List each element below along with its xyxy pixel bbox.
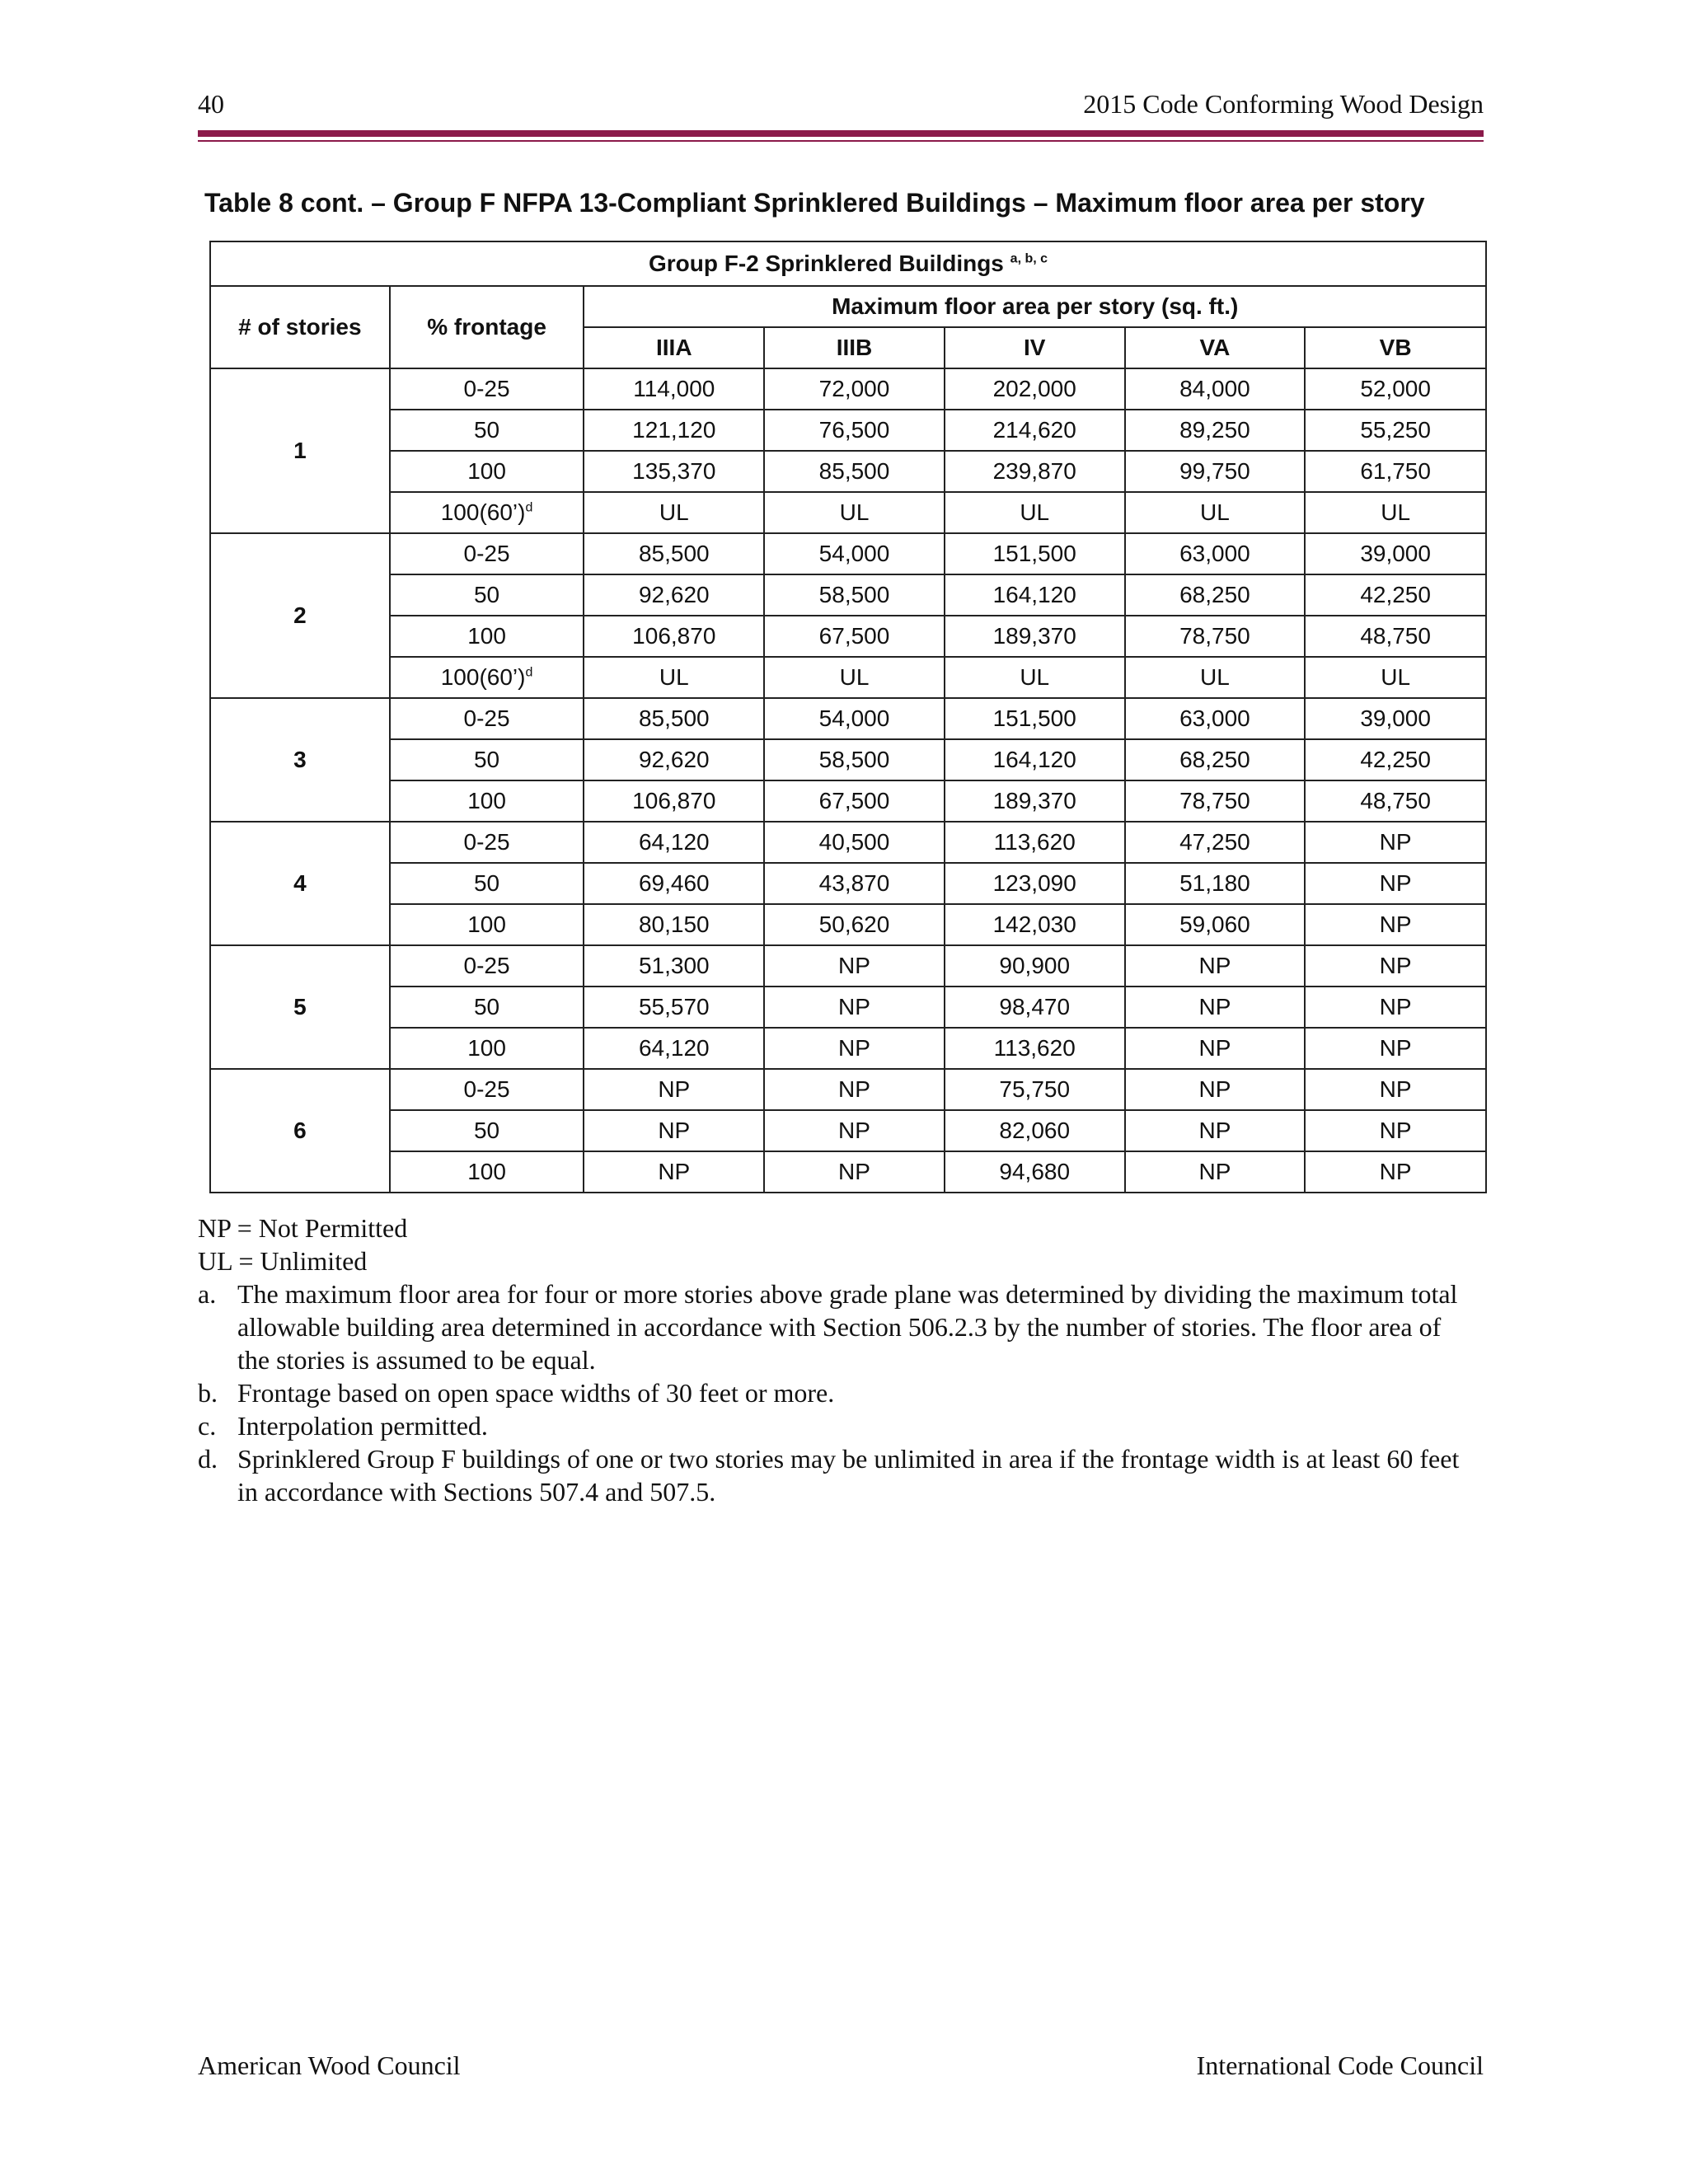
table-row (210, 368, 1486, 410)
area-value-cell: 69,460 (584, 863, 764, 904)
frontage-text: 100(60’) (440, 664, 526, 690)
frontage-cell (390, 863, 584, 904)
floor-area-table (209, 241, 1487, 1193)
footnote-item (198, 1376, 1467, 1409)
area-value-cell: 67,500 (764, 616, 945, 657)
footnote-text: Interpolation permitted. (237, 1411, 488, 1441)
area-value-cell: 43,870 (764, 863, 945, 904)
area-value-cell: 68,250 (1125, 739, 1306, 780)
frontage-cell (390, 1028, 584, 1069)
area-value-cell: NP (1125, 1110, 1306, 1151)
area-value-cell: 99,750 (1125, 451, 1306, 492)
area-value-cell: 85,500 (584, 698, 764, 739)
area-value-cell: 98,470 (945, 987, 1125, 1028)
area-value-cell: 106,870 (584, 616, 764, 657)
col-header-type: IIIB (764, 327, 945, 368)
table-row (210, 739, 1486, 780)
footnote-item (198, 1277, 1467, 1376)
area-value-cell: NP (764, 1069, 945, 1110)
area-value-cell: 39,000 (1305, 698, 1486, 739)
area-value-cell: NP (1305, 987, 1486, 1028)
frontage-text: 100 (467, 1035, 506, 1061)
area-value-cell: UL (584, 492, 764, 533)
header-rule-thick (198, 130, 1484, 137)
frontage-footnote: d (525, 665, 533, 680)
table-row (210, 863, 1486, 904)
table-row (210, 1028, 1486, 1069)
col-header-type: VA (1125, 327, 1306, 368)
area-value-cell: 92,620 (584, 574, 764, 616)
table-row (210, 987, 1486, 1028)
area-value-cell: NP (1305, 904, 1486, 945)
stories-cell: 4 (210, 822, 390, 945)
area-value-cell: NP (764, 987, 945, 1028)
area-value-cell: NP (764, 1110, 945, 1151)
table-row (210, 533, 1486, 574)
area-value-cell: 59,060 (1125, 904, 1306, 945)
stories-cell: 5 (210, 945, 390, 1069)
frontage-cell (390, 451, 584, 492)
area-value-cell: NP (1305, 945, 1486, 987)
table-row (210, 904, 1486, 945)
frontage-cell (390, 904, 584, 945)
area-value-cell: UL (1305, 657, 1486, 698)
table-row (210, 492, 1486, 533)
stories-cell: 2 (210, 533, 390, 698)
col-header-max-area: Maximum floor area per story (sq. ft.) (584, 286, 1486, 327)
frontage-cell (390, 368, 584, 410)
area-value-cell: 48,750 (1305, 616, 1486, 657)
frontage-text: 0-25 (463, 541, 510, 566)
area-value-cell: 51,180 (1125, 863, 1306, 904)
area-value-cell: 63,000 (1125, 698, 1306, 739)
table-row (210, 698, 1486, 739)
area-value-cell: NP (1125, 987, 1306, 1028)
area-value-cell: NP (764, 1151, 945, 1193)
area-value-cell: 123,090 (945, 863, 1125, 904)
frontage-text: 50 (473, 870, 500, 896)
area-value-cell: UL (584, 657, 764, 698)
area-value-cell: UL (1125, 492, 1306, 533)
area-value-cell: 72,000 (764, 368, 945, 410)
frontage-cell (390, 1069, 584, 1110)
table-notes (198, 1212, 1467, 1508)
area-value-cell: 47,250 (1125, 822, 1306, 863)
frontage-text: 50 (473, 1118, 500, 1143)
area-value-cell: 64,120 (584, 1028, 764, 1069)
footnote-letter: b. (198, 1378, 218, 1408)
col-header-type: IIIA (584, 327, 764, 368)
footnote-list (198, 1277, 1467, 1508)
area-value-cell: 114,000 (584, 368, 764, 410)
area-value-cell: 51,300 (584, 945, 764, 987)
area-value-cell: UL (764, 657, 945, 698)
frontage-text: 100 (467, 623, 506, 649)
table-row (210, 945, 1486, 987)
group-heading (210, 241, 1486, 286)
frontage-cell (390, 822, 584, 863)
col-header-stories: # of stories (210, 286, 390, 368)
area-value-cell: 85,500 (584, 533, 764, 574)
area-value-cell: 90,900 (945, 945, 1125, 987)
area-value-cell: 40,500 (764, 822, 945, 863)
frontage-cell (390, 492, 584, 533)
footnote-letter: d. (198, 1444, 218, 1474)
area-value-cell: NP (764, 945, 945, 987)
frontage-cell (390, 533, 584, 574)
area-value-cell: 67,500 (764, 780, 945, 822)
table-row (210, 657, 1486, 698)
area-value-cell: UL (945, 657, 1125, 698)
area-value-cell: 64,120 (584, 822, 764, 863)
area-value-cell: NP (764, 1028, 945, 1069)
frontage-text: 50 (473, 582, 500, 607)
footnote-letter: a. (198, 1279, 217, 1309)
area-value-cell: NP (1305, 1151, 1486, 1193)
frontage-cell (390, 739, 584, 780)
area-value-cell: 113,620 (945, 822, 1125, 863)
area-value-cell: 55,570 (584, 987, 764, 1028)
col-header-type: IV (945, 327, 1125, 368)
area-value-cell: 42,250 (1305, 739, 1486, 780)
frontage-cell (390, 698, 584, 739)
area-value-cell: NP (1305, 1110, 1486, 1151)
area-value-cell: NP (584, 1069, 764, 1110)
frontage-text: 50 (473, 747, 500, 772)
frontage-text: 100(60’) (440, 499, 526, 525)
area-value-cell: UL (1305, 492, 1486, 533)
frontage-cell (390, 780, 584, 822)
area-value-cell: NP (1305, 822, 1486, 863)
area-value-cell: 39,000 (1305, 533, 1486, 574)
area-value-cell: NP (1125, 1028, 1306, 1069)
frontage-cell (390, 410, 584, 451)
table-row (210, 1110, 1486, 1151)
frontage-text: 100 (467, 788, 506, 813)
footnote-item (198, 1409, 1467, 1442)
footnote-item (198, 1442, 1467, 1508)
area-value-cell: 58,500 (764, 574, 945, 616)
footnote-letter: c. (198, 1411, 217, 1441)
frontage-text: 0-25 (463, 829, 510, 855)
area-value-cell: 121,120 (584, 410, 764, 451)
footnote-text: Frontage based on open space widths of 30 feet or more. (237, 1378, 835, 1408)
col-header-type: VB (1305, 327, 1486, 368)
area-value-cell: 54,000 (764, 533, 945, 574)
stories-cell: 3 (210, 698, 390, 822)
running-title: 2015 Code Conforming Wood Design (1083, 89, 1484, 119)
frontage-cell (390, 616, 584, 657)
area-value-cell: 80,150 (584, 904, 764, 945)
group-heading-footnotes: a, b, c (1010, 251, 1048, 266)
area-value-cell: 52,000 (1305, 368, 1486, 410)
stories-cell: 1 (210, 368, 390, 533)
area-value-cell: 55,250 (1305, 410, 1486, 451)
note-np: NP = Not Permitted (198, 1213, 408, 1243)
area-value-cell: 189,370 (945, 780, 1125, 822)
frontage-cell (390, 1110, 584, 1151)
frontage-cell (390, 945, 584, 987)
table-row (210, 1069, 1486, 1110)
area-value-cell: NP (1305, 863, 1486, 904)
table-row (210, 410, 1486, 451)
area-value-cell: 135,370 (584, 451, 764, 492)
frontage-text: 0-25 (463, 953, 510, 978)
area-value-cell: 48,750 (1305, 780, 1486, 822)
frontage-text: 100 (467, 912, 506, 937)
stories-cell: 6 (210, 1069, 390, 1193)
area-value-cell: 214,620 (945, 410, 1125, 451)
area-value-cell: 189,370 (945, 616, 1125, 657)
area-value-cell: 82,060 (945, 1110, 1125, 1151)
area-value-cell: 42,250 (1305, 574, 1486, 616)
area-value-cell: 89,250 (1125, 410, 1306, 451)
note-ul: UL = Unlimited (198, 1246, 368, 1276)
area-value-cell: 76,500 (764, 410, 945, 451)
area-value-cell: 58,500 (764, 739, 945, 780)
col-header-frontage: % frontage (390, 286, 584, 368)
header-rule-thin (198, 140, 1484, 142)
area-value-cell: NP (1125, 1151, 1306, 1193)
table-title: Table 8 cont. – Group F NFPA 13-Compliant Sprinklered Buildings – Maximum floor area per story (204, 188, 1425, 218)
table-body (210, 368, 1486, 1193)
footer-left: American Wood Council (198, 2050, 461, 2080)
frontage-cell (390, 574, 584, 616)
area-value-cell: 85,500 (764, 451, 945, 492)
frontage-footnote: d (525, 500, 533, 515)
table-row (210, 822, 1486, 863)
frontage-text: 50 (473, 994, 500, 1019)
footnote-text: Sprinklered Group F buildings of one or two stories may be unlimited in area if the frontage width is at least 60 feet in accordance with Sections 507.4 and 507.5. (237, 1444, 1460, 1507)
footnote-text: The maximum floor area for four or more stories above grade plane was determined by dividing the maximum total allowable building area determined in accordance with Section 506.2.3 by the number of stories. The floor area of the stories is assumed to be equal. (237, 1279, 1458, 1375)
frontage-cell (390, 657, 584, 698)
table-row (210, 780, 1486, 822)
table-row (210, 451, 1486, 492)
area-value-cell: 84,000 (1125, 368, 1306, 410)
area-value-cell: 106,870 (584, 780, 764, 822)
frontage-text: 100 (467, 458, 506, 484)
area-value-cell: 50,620 (764, 904, 945, 945)
table-row (210, 574, 1486, 616)
area-value-cell: NP (584, 1110, 764, 1151)
page-number: 40 (198, 89, 224, 119)
area-value-cell: 75,750 (945, 1069, 1125, 1110)
area-value-cell: 164,120 (945, 574, 1125, 616)
area-value-cell: NP (584, 1151, 764, 1193)
area-value-cell: 151,500 (945, 533, 1125, 574)
footer-right: International Code Council (1196, 2050, 1484, 2080)
area-value-cell: 54,000 (764, 698, 945, 739)
area-value-cell: 142,030 (945, 904, 1125, 945)
frontage-cell (390, 1151, 584, 1193)
area-value-cell: NP (1305, 1069, 1486, 1110)
group-heading-text: Group F-2 Sprinklered Buildings (648, 251, 1004, 276)
area-value-cell: UL (945, 492, 1125, 533)
area-value-cell: 78,750 (1125, 616, 1306, 657)
area-value-cell: UL (764, 492, 945, 533)
frontage-text: 0-25 (463, 1076, 510, 1102)
area-value-cell: 151,500 (945, 698, 1125, 739)
area-value-cell: NP (1125, 1069, 1306, 1110)
area-value-cell: 164,120 (945, 739, 1125, 780)
area-value-cell: 94,680 (945, 1151, 1125, 1193)
table-row (210, 1151, 1486, 1193)
table-row (210, 616, 1486, 657)
area-value-cell: 63,000 (1125, 533, 1306, 574)
area-value-cell: 113,620 (945, 1028, 1125, 1069)
area-value-cell: 78,750 (1125, 780, 1306, 822)
frontage-text: 0-25 (463, 376, 510, 401)
area-value-cell: NP (1125, 945, 1306, 987)
area-value-cell: 239,870 (945, 451, 1125, 492)
area-value-cell: 92,620 (584, 739, 764, 780)
area-value-cell: 61,750 (1305, 451, 1486, 492)
area-value-cell: UL (1125, 657, 1306, 698)
frontage-cell (390, 987, 584, 1028)
area-value-cell: 68,250 (1125, 574, 1306, 616)
frontage-text: 100 (467, 1159, 506, 1184)
area-value-cell: NP (1305, 1028, 1486, 1069)
area-value-cell: 202,000 (945, 368, 1125, 410)
frontage-text: 50 (473, 417, 500, 443)
frontage-text: 0-25 (463, 705, 510, 731)
